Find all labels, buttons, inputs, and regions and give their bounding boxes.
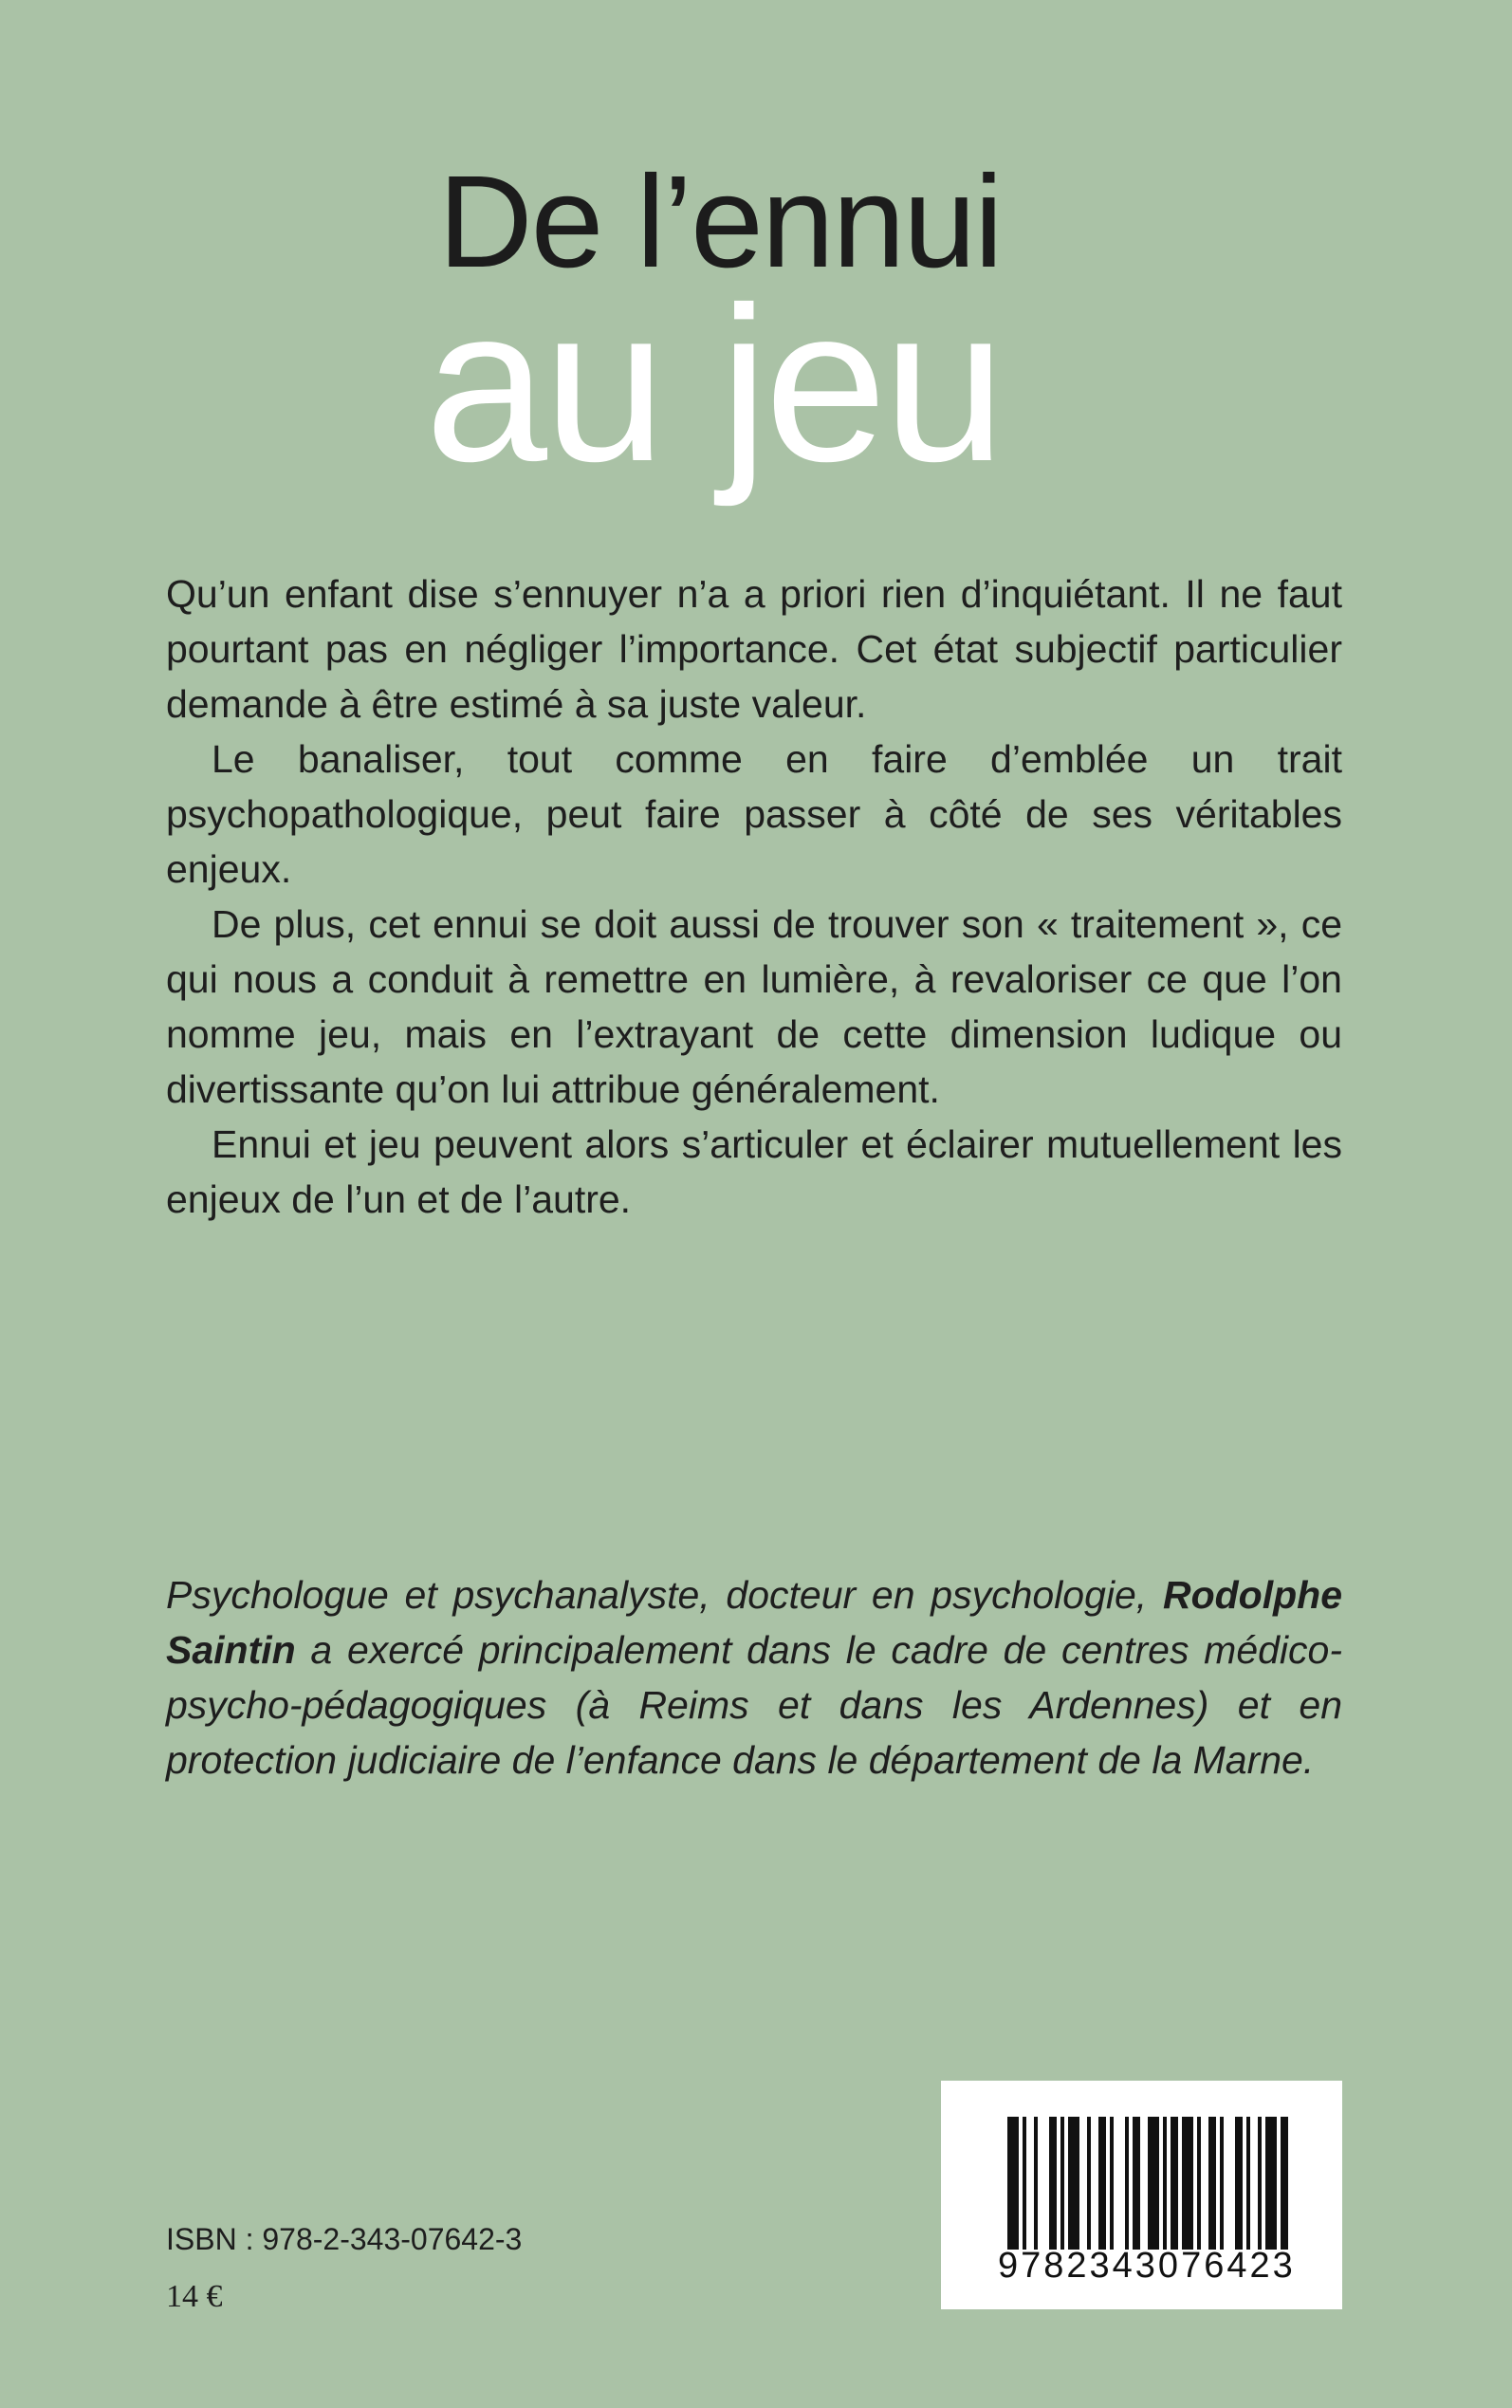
barcode-bar [1182, 2117, 1193, 2250]
barcode-bar [1197, 2117, 1201, 2250]
barcode-bar [1281, 2117, 1288, 2250]
author-bio [166, 1567, 1342, 1787]
barcode-bar [1246, 2117, 1250, 2250]
isbn-text: ISBN : 978-2-343-07642-3 [166, 2222, 523, 2256]
barcode-digits: 9782343076423 [998, 2246, 1296, 2286]
blurb-paragraph-3: De plus, cet ennui se doit aussi de trouver son « traitement », ce qui nous a conduit à remettre en lumière, à revaloriser ce que l’on nomme jeu, mais en l’extrayant de cette dimension ludique ou divertissante qu’on lui attribue généralement. [166, 902, 1342, 1111]
bio-intro: Psychologue et psychanalyste, docteur en psychologie, [166, 1573, 1148, 1617]
barcode-bar [1098, 2117, 1106, 2250]
title-line-1: De l’ennui [438, 149, 1002, 295]
barcode-bar [1208, 2117, 1216, 2250]
barcode-bar [1220, 2117, 1224, 2250]
blurb-paragraph-1: Qu’un enfant dise s’ennuyer n’a a priori rien d’inquiétant. Il ne faut pourtant pas en négliger l’importance. Cet état subjectif particulier demande à être estimé à sa juste valeur. [166, 572, 1342, 726]
barcode-bar [1060, 2117, 1064, 2250]
barcode-bar [1133, 2117, 1140, 2250]
barcode-bar [1258, 2117, 1262, 2250]
barcode-bar [1110, 2117, 1114, 2250]
barcode-bar [1125, 2117, 1129, 2250]
author-name: Rodolphe Saintin [166, 1573, 1342, 1672]
bio-rest: a exercé principalement dans le cadre de centres médico-psycho-pédagogiques (à Reims et dans les Ardennes) et en protection judiciaire de l’enfance dans le département de la Marne. [166, 1628, 1342, 1782]
barcode-bar [1235, 2117, 1243, 2250]
barcode [941, 2081, 1342, 2309]
barcode-bar [1068, 2117, 1079, 2250]
barcode-bar [1023, 2117, 1026, 2250]
barcode-bar [1265, 2117, 1277, 2250]
blurb [166, 566, 1342, 1227]
barcode-bar [1171, 2117, 1178, 2250]
blurb-paragraph-2: Le banaliser, tout comme en faire d’emblée un trait psychopathologique, peut faire passer à côté de ses véritables enjeux. [166, 737, 1342, 891]
blurb-paragraph-4: Ennui et jeu peuvent alors s’articuler et éclairer mutuellement les enjeux de l’un et de l’autre. [166, 1122, 1342, 1221]
barcode-bar [1034, 2117, 1038, 2250]
barcode-bar [1087, 2117, 1091, 2250]
barcode-bar [1148, 2117, 1159, 2250]
price-text: 14 € [166, 2279, 223, 2314]
title-line-2: au jeu [425, 262, 1003, 508]
barcode-bar [1007, 2117, 1019, 2250]
barcode-bar [1049, 2117, 1057, 2250]
barcode-bar [1163, 2117, 1167, 2250]
